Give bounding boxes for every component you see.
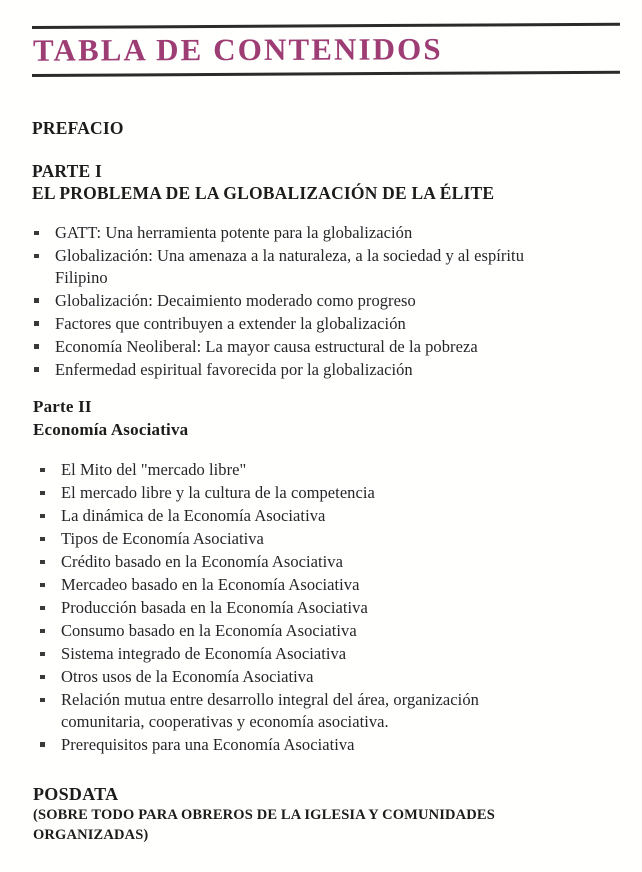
list-item[interactable]: [40, 482, 550, 504]
list-item-label: Crédito basado en la Economía Asociativa: [61, 552, 343, 571]
section-label-parte-ii: Parte II: [33, 397, 92, 416]
square-bullet-icon: [40, 675, 45, 680]
list-item[interactable]: [40, 620, 550, 642]
list-item[interactable]: [40, 597, 550, 619]
section-label-parte-i: PARTE I: [32, 161, 102, 181]
list-item-label: El mercado libre y la cultura de la competencia: [61, 483, 375, 502]
list-item[interactable]: [34, 359, 579, 381]
square-bullet-icon: [40, 514, 45, 519]
section-heading-prefacio: PREFACIO: [32, 118, 124, 138]
square-bullet-icon: [40, 629, 45, 634]
list-item-label: El Mito del "mercado libre": [61, 460, 247, 479]
list-item-label: Consumo basado en la Economía Asociativa: [61, 621, 357, 640]
list-item[interactable]: [40, 551, 550, 573]
list-item-label: Relación mutua entre desarrollo integral del área, organización comunitaria, cooperativas y economía asociativa.: [61, 690, 479, 731]
square-bullet-icon: [40, 468, 45, 473]
list-item[interactable]: [40, 528, 550, 550]
list-item-label: Enfermedad espiritual favorecida por la globalización: [55, 359, 413, 379]
square-bullet-icon: [40, 698, 45, 703]
toc-list-parte-ii: [40, 459, 550, 757]
list-item-label: Globalización: Decaimiento moderado como progreso: [55, 290, 416, 310]
list-item[interactable]: [40, 574, 550, 596]
square-bullet-icon: [34, 367, 39, 372]
list-item[interactable]: [34, 290, 579, 312]
list-item-label: Otros usos de la Economía Asociativa: [61, 667, 314, 686]
list-item[interactable]: [34, 313, 579, 335]
list-item-label: Mercadeo basado en la Economía Asociativa: [61, 575, 360, 594]
list-item-label: Producción basada en la Economía Asociativa: [61, 598, 368, 617]
list-item-label: Globalización: Una amenaza a la naturaleza, a la sociedad y al espíritu Filipino: [55, 246, 524, 287]
list-item[interactable]: [34, 222, 579, 244]
section-title-parte-i: EL PROBLEMA DE LA GLOBALIZACIÓN DE LA ÉLITE: [32, 183, 495, 203]
square-bullet-icon: [40, 583, 45, 588]
list-item-label: GATT: Una herramienta potente para la globalización: [55, 223, 413, 242]
list-item[interactable]: [40, 734, 550, 756]
square-bullet-icon: [40, 652, 45, 657]
list-item[interactable]: [40, 666, 550, 688]
toc-list-parte-i: [34, 222, 579, 382]
list-item[interactable]: [34, 336, 579, 358]
title-rule-top: [32, 23, 620, 29]
page-title: TABLA DE CONTENIDOS: [32, 31, 443, 68]
square-bullet-icon: [40, 742, 45, 747]
list-item-label: Sistema integrado de Economía Asociativa: [61, 644, 347, 663]
square-bullet-icon: [34, 344, 39, 349]
square-bullet-icon: [40, 491, 45, 496]
square-bullet-icon: [34, 321, 39, 326]
list-item-label: Factores que contribuyen a extender la globalización: [55, 313, 406, 333]
posdata-subtitle: (SOBRE TODO PARA OBREROS DE LA IGLESIA Y COMUNIDADES ORGANIZADAS): [33, 807, 495, 843]
square-bullet-icon: [40, 560, 45, 565]
title-block: [0, 22, 642, 84]
list-item-label: Economía Neoliberal: La mayor causa estructural de la pobreza: [55, 336, 478, 356]
posdata-heading: POSDATA: [33, 784, 119, 804]
square-bullet-icon: [40, 606, 45, 611]
title-rule-bottom: [32, 71, 620, 77]
list-item[interactable]: [40, 459, 550, 481]
list-item-label: La dinámica de la Economía Asociativa: [61, 506, 326, 525]
square-bullet-icon: [34, 231, 39, 236]
square-bullet-icon: [40, 537, 45, 542]
list-item-label: Tipos de Economía Asociativa: [61, 529, 264, 548]
list-item-label: Prerequisitos para una Economía Asociativa: [61, 734, 355, 754]
list-item[interactable]: [40, 643, 550, 665]
section-title-parte-ii: Economía Asociativa: [33, 420, 189, 439]
square-bullet-icon: [34, 254, 39, 259]
list-item[interactable]: [40, 505, 550, 527]
list-item[interactable]: [34, 245, 579, 288]
list-item[interactable]: [40, 689, 550, 732]
square-bullet-icon: [34, 298, 39, 303]
